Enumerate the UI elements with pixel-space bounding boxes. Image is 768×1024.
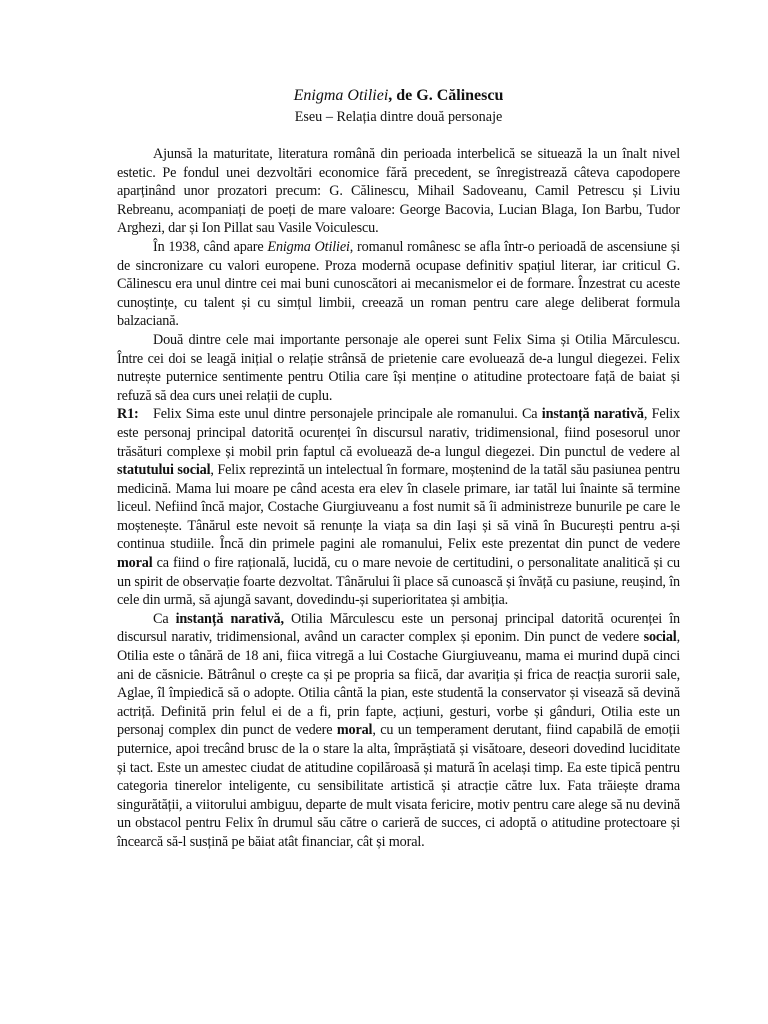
bold-term: statutului social: [117, 462, 211, 479]
paragraph-otilia: [117, 610, 680, 852]
text-span: , Felix este personaj principal datorită ocurenței în discursul narativ, tridimensional, fiind posesorul unor trăsături complexe și mobil prin faptul că evoluează de-a lungul diegezei. Din punctul de vedere al: [117, 406, 680, 460]
text-span: ca fiind o fire rațională, lucidă, cu o mare nevoie de certitudini, o personalitate analitică și cu un spirit de observație foarte dezvoltat. Tânărului îi place să cunoască și învăță cu pasiune, reușind, în cele din urmă, să ajungă savant, dovedindu-și superioritatea și ambiția.: [117, 555, 680, 609]
bold-term: social: [643, 629, 677, 646]
text-span: Ca: [153, 610, 176, 627]
novel-title: Enigma Otiliei: [293, 87, 389, 104]
paragraph-intro: Ajunsă la maturitate, literatura română din perioada interbelică se situează la un înalt nivel estetic. Pe fondul unei dezvoltări economice fără precedent, se înregistrează câteva capodopere aparținând unor prozatori precum: G. Călinescu, Mihail Sadoveanu, Camil Petrescu și Liviu Rebreanu, acompaniați de poeți de mare valoare: George Bacovia, Lucian Blaga, Ion Barbu, Tudor Arghezi, dar și Ion Pillat sau Vasile Voiculescu.: [117, 146, 680, 237]
paragraph-felix: [117, 405, 680, 610]
page-title: [117, 86, 680, 106]
page-subtitle: Eseu – Relația dintre două personaje: [294, 109, 503, 125]
bold-term: moral: [117, 555, 153, 572]
bold-term: instanță narativă: [541, 406, 644, 423]
section-label: R1:: [117, 406, 139, 423]
text-span: , cu un temperament derutant, fiind capabilă de emoții puternice, apoi trecând brusc de la o stare la alta, împrăștiată și visătoare, deseori dovedind luciditate și tact. Este un amestec ciudat de atitudine copilăroasă și matură în același timp. Ea este tipică pentru categoria tinerelor inteligente, cu sensibilitate artistică și atracție către lux. Fata trăiește drama singurătății, a viitorului ambiguu, departe de mult visata fericire, motiv pentru care alege să nu devină un obstacol pentru Felix în drumul său către o carieră de succes, ci adoptă o atitudine protectoare și încearcă să-l susțină pe băiat atât financiar, cât și moral.: [117, 722, 680, 850]
text-span: Otilia Mărculescu este un personaj principal datorită ocurenței în discursul narativ, tridimensional, având un caracter complex și eponim. Din punct de vedere: [117, 610, 680, 646]
bold-term: moral: [336, 722, 373, 739]
text-span: În 1938, când apare: [153, 238, 268, 255]
text-span: Felix Sima este unul dintre personajele principale ale romanului. Ca: [153, 406, 542, 423]
text-span: , Felix reprezintă un intelectual în formare, moștenind de la tatăl său pasiunea pentru medicină. Mama lui moare pe când acesta era elev în clasele primare, iar tatăl lui înainte să termine liceul. Nefiind încă major, Costache Giurgiuveanu a fost numit să îi administreze bunurile pe care le moștenește. Tânărul este nevoit să renunțe la viața sa din Iași și să vină în București pentru a-și continua studiile. Încă din primele pagini ale romanului, Felix este prezentat din punct de vedere: [117, 462, 681, 553]
text-span: , romanul românesc se afla într-o perioadă de ascensiune și de sincronizare cu valori europene. Proza modernă ocupase definitiv spațiul literar, iar criticul G. Călinescu era unul dintre cei mai buni cunoscători ai mecanismelor ei de formare. Înzestrat cu aceste cunoștințe, cu talent și cu simțul limbii, creează un roman pentru care alege deliberat formula balzaciană.: [117, 238, 680, 330]
italic-title: Enigma Otiliei: [267, 238, 350, 255]
paragraph-context: [117, 238, 680, 331]
paragraph-characters: Două dintre cele mai importante personaje ale operei sunt Felix Sima și Otilia Mărculescu. Între cei doi se leagă inițial o relație strânsă de prietenie care evoluează de-a lungul diegezei. Felix nutrește puternice sentimente pentru Otilia care își menține o atitudine protectoare față de baiat și refuză să dea curs unei relații de cuplu.: [117, 331, 680, 404]
text-span: , Otilia este o tânără de 18 ani, fiica vitregă a lui Costache Giurgiuveanu, mama ei murind după cinci ani de căsnicie. Bătrânul o crește ca și pe propria sa fiică, dar avariția și frica de reacția surorii sale, Aglae, îl împiedică să o adopte. Otilia cântă la pian, este studentă la conservator și visează să devină actriță. Definită prin felul ei de a fi, prin fapte, acțiuni, gesturi, vorbe și gânduri, Otilia este un personaj complex din punct de vedere: [117, 629, 680, 739]
author-line: , de G. Călinescu: [388, 87, 504, 104]
bold-term: instanță narativă,: [175, 610, 284, 627]
